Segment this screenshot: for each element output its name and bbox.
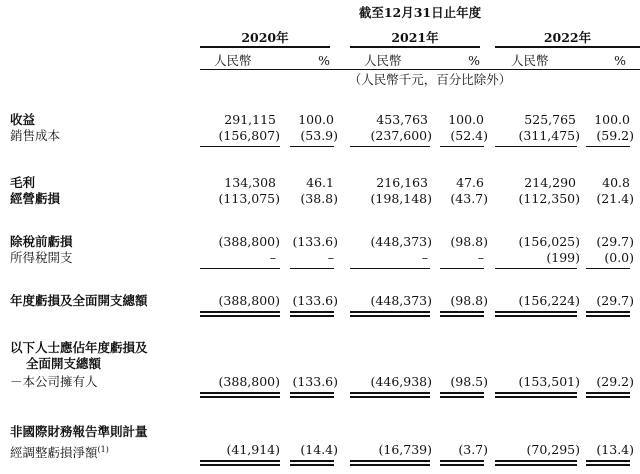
anl-rule-2021-amount [350,460,430,466]
cell-opl-2020-pct: (38.8) [300,191,338,206]
cell-anl-2020-amount: (41,914) [226,442,280,457]
cell-lbt-2022-pct: (29.7) [596,234,634,249]
row-label-adjusted-net-loss [10,442,109,460]
row-label-revenue: 收益 [10,112,36,127]
header-rule [200,69,640,70]
anl-rule-2020-amount [200,460,280,466]
total-rule-2020-amount [200,311,280,317]
cell-gp-2022-pct: 40.8 [602,175,630,190]
cell-anl-2022-amount: (70,295) [526,442,580,457]
cell-lbt-2022-amount: (156,025) [518,234,580,249]
percent-col-2020: % [318,53,330,68]
cell-gp-2020-pct: 46.1 [306,175,334,190]
owners-rule-2020-pct [290,392,334,398]
cell-cost-2021-pct: (52.4) [450,128,488,143]
cell-opl-2022-pct: (21.4) [596,191,634,206]
subtotal-rule-2020-pct [290,146,334,147]
subtotal-rule-2021-amount [350,146,430,147]
total-rule-2022-amount [495,311,577,317]
row-label-income-tax: 所得稅開支 [10,250,73,265]
subtotal-rule-2-2022-amount [495,268,577,269]
cell-lbt-2021-pct: (98.8) [450,234,488,249]
percent-col-2022: % [614,53,626,68]
subtotal-rule-2-2021-amount [350,268,430,269]
cell-anl-2021-amount: (16,739) [378,442,432,457]
owners-rule-2022-amount [495,392,577,398]
cell-anl-2022-pct: (13.4) [596,442,634,457]
cell-revenue-2021-amount: 453,763 [376,112,428,127]
year-2020: 2020年 [241,30,289,45]
cell-owners-2021-pct: (98.5) [450,374,488,389]
cell-lbt-2020-amount: (388,800) [218,234,280,249]
cell-opl-2021-amount: (198,148) [370,191,432,206]
adjusted-net-loss-text: 經調整虧損淨額 [10,445,98,461]
cell-gp-2022-amount: 214,290 [524,175,576,190]
year-2022: 2022年 [543,30,592,45]
row-label-owners-of-company: －本公司擁有人 [10,374,98,389]
cell-owners-2022-pct: (29.2) [596,374,634,389]
cell-owners-2022-amount: (153,501) [518,374,580,389]
subtotal-rule-2022-amount [495,146,577,147]
row-label-loss-before-tax: 除稅前虧損 [10,234,73,249]
subtotal-rule-2-2020-amount [200,268,280,269]
cell-opl-2022-amount: (112,350) [518,191,580,206]
cell-gp-2020-amount: 134,308 [224,175,276,190]
cell-cost-2021-amount: (237,600) [370,128,432,143]
anl-rule-2022-pct [586,460,630,466]
subtotal-rule-2021-pct [440,146,484,147]
currency-col-2022: 人民幣 [511,53,549,68]
cell-owners-2020-pct: (133.6) [292,374,338,389]
cell-cost-2022-amount: (311,475) [518,128,580,143]
cell-tcl-2020-amount: (388,800) [218,293,280,308]
subtotal-rule-2020-amount [200,146,280,147]
cell-owners-2020-amount: (388,800) [218,374,280,389]
row-label-attributable-line2: 全面開支總額 [26,356,102,371]
total-rule-2021-pct [440,311,484,317]
cell-gp-2021-pct: 47.6 [456,175,484,190]
cell-tax-2021-pct: – [477,250,484,265]
owners-rule-2022-pct [586,392,630,398]
cell-opl-2021-pct: (43.7) [450,191,488,206]
cell-tcl-2022-amount: (156,224) [518,293,580,308]
cell-revenue-2022-amount: 525,765 [524,112,576,127]
currency-col-2021: 人民幣 [364,53,402,68]
cell-tax-2021-amount: – [421,250,428,265]
anl-rule-2021-pct [440,460,484,466]
cell-cost-2022-pct: (59.2) [596,128,634,143]
year-2021-rule [350,46,480,48]
year-2020-rule [200,46,330,48]
subtotal-rule-2-2022-pct [586,268,630,269]
currency-col-2020: 人民幣 [214,53,252,68]
cell-anl-2021-pct: (3.7) [458,442,488,457]
owners-rule-2021-amount [350,392,430,398]
subtotal-rule-2-2021-pct [440,268,484,269]
row-label-cost-of-sales: 銷售成本 [10,128,61,143]
unit-note: （人民幣千元，百分比除外） [348,72,512,87]
cell-revenue-2020-amount: 291,115 [224,112,276,127]
year-2022-rule [495,46,640,48]
subtotal-rule-2-2020-pct [290,268,334,269]
row-label-non-ifrs-measure: 非國際財務報告準則計量 [10,424,148,439]
footnote-marker: (1) [97,445,109,454]
cell-cost-2020-pct: (53.9) [300,128,338,143]
cell-lbt-2020-pct: (133.6) [292,234,338,249]
cell-opl-2020-amount: (113,075) [218,191,280,206]
total-rule-2021-amount [350,311,430,317]
row-label-total-comprehensive-loss: 年度虧損及全面開支總額 [10,293,148,308]
total-rule-2022-pct [586,311,630,317]
cell-tcl-2020-pct: (133.6) [292,293,338,308]
cell-anl-2020-pct: (14.4) [300,442,338,457]
percent-col-2021: % [468,53,480,68]
cell-gp-2021-amount: 216,163 [376,175,428,190]
cell-tax-2022-pct: (0.0) [604,250,634,265]
row-label-operating-loss: 經營虧損 [10,191,61,206]
year-2021: 2021年 [391,30,439,45]
cell-tax-2020-amount: – [269,250,276,265]
row-label-attributable-line1: 以下人士應佔年度虧損及 [10,340,148,355]
cell-cost-2020-amount: (156,807) [218,128,280,143]
total-rule-2020-pct [290,311,334,317]
cell-owners-2021-amount: (446,938) [370,374,432,389]
cell-revenue-2020-pct: 100.0 [298,112,334,127]
cell-tax-2022-amount: (199) [546,250,580,265]
owners-rule-2021-pct [440,392,484,398]
cell-tcl-2021-amount: (448,373) [370,293,432,308]
owners-rule-2020-amount [200,392,280,398]
period-header: 截至12月31日止年度 [358,5,482,20]
cell-revenue-2022-pct: 100.0 [594,112,630,127]
cell-tax-2020-pct: – [327,250,334,265]
anl-rule-2020-pct [290,460,334,466]
cell-revenue-2021-pct: 100.0 [448,112,484,127]
row-label-gross-profit: 毛利 [10,175,36,190]
subtotal-rule-2022-pct [586,146,630,147]
anl-rule-2022-amount [495,460,577,466]
cell-tcl-2021-pct: (98.8) [450,293,488,308]
cell-tcl-2022-pct: (29.7) [596,293,634,308]
cell-lbt-2021-amount: (448,373) [370,234,432,249]
